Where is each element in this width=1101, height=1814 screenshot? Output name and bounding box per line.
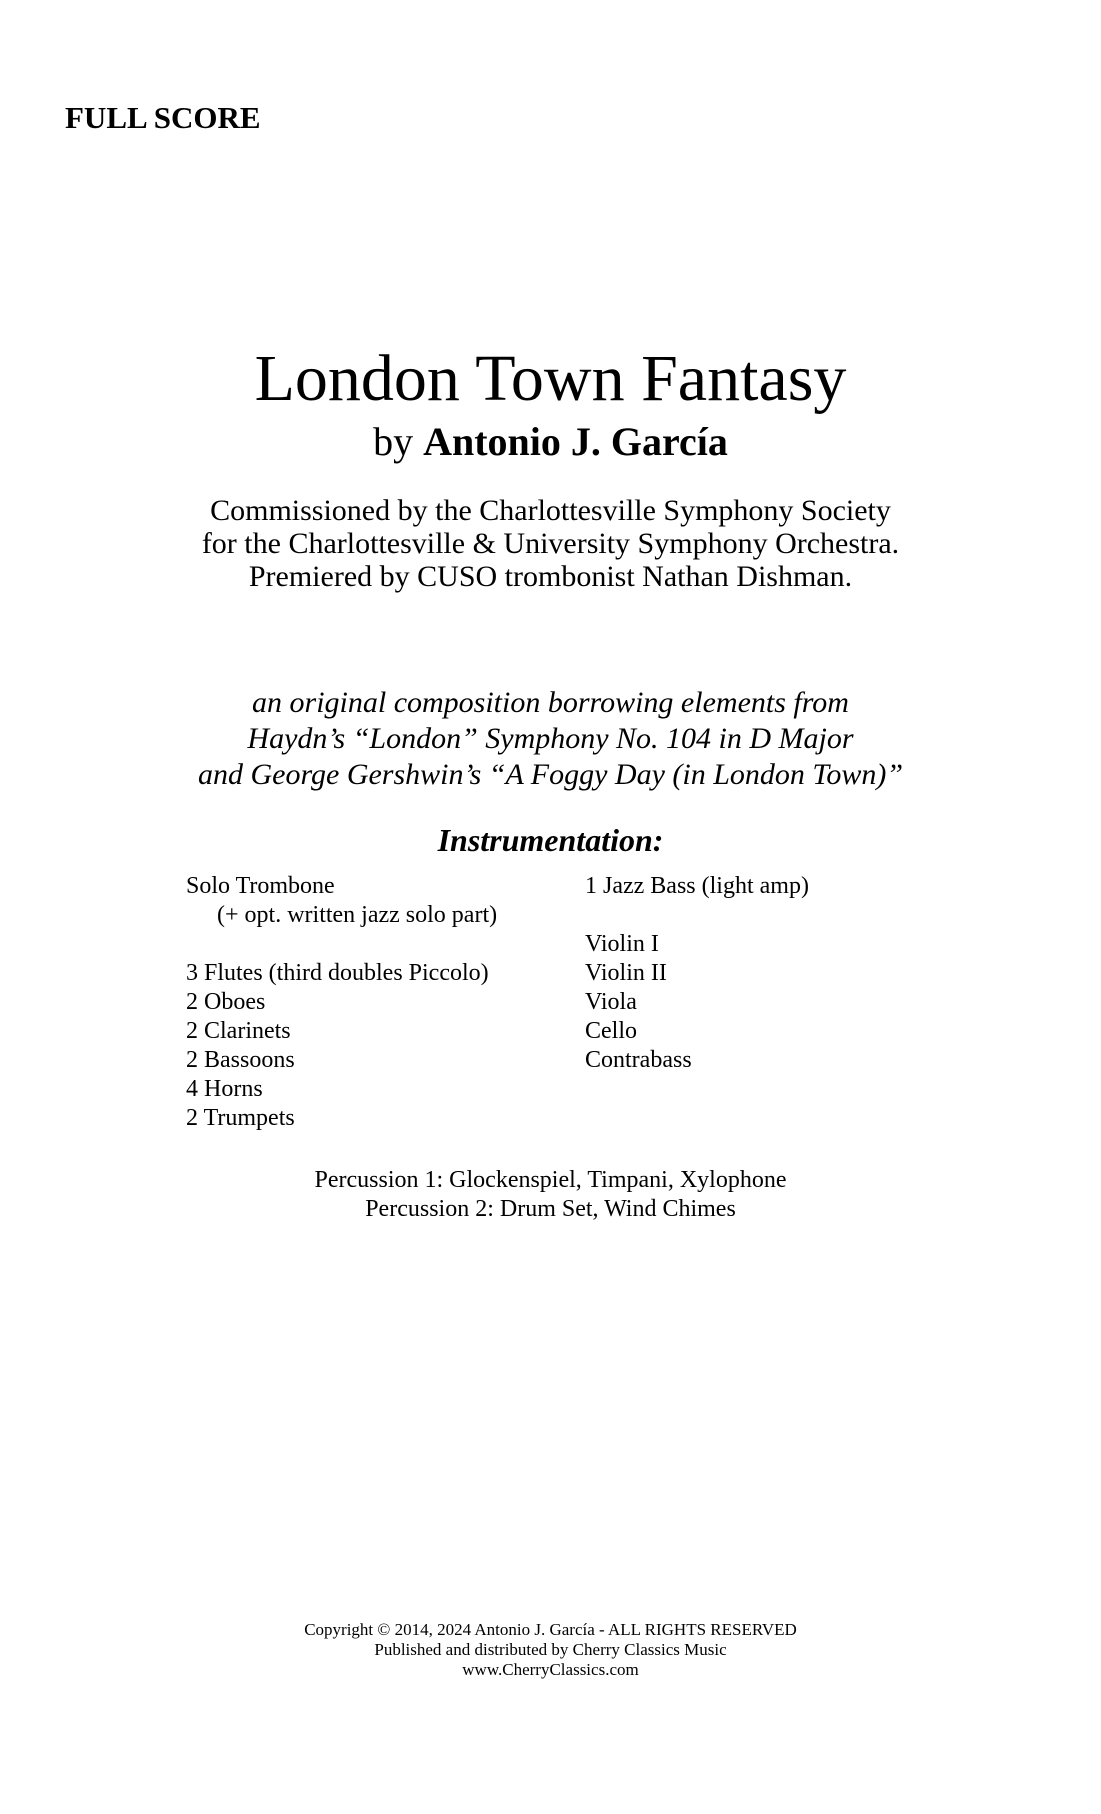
piece-title: London Town Fantasy	[254, 342, 847, 415]
instrument-note: (+ opt. written jazz solo part)	[217, 902, 498, 928]
website-url: www.CherryClassics.com	[462, 1660, 639, 1679]
description-line: an original composition borrowing elements from	[252, 686, 849, 719]
percussion-line: Percussion 2: Drum Set, Wind Chimes	[365, 1196, 736, 1222]
byline-prefix: by	[373, 419, 424, 464]
copyright-footer	[0, 1620, 1101, 1680]
column-spacer	[186, 930, 497, 959]
commission-line: Commissioned by the Charlottesville Symphony Society	[210, 494, 891, 527]
commission-line: Premiered by CUSO trombonist Nathan Dishman.	[248, 560, 853, 593]
instrument-item: Violin I	[585, 931, 659, 957]
commission-note	[0, 494, 1101, 593]
instrument-item: 2 Trumpets	[186, 1105, 295, 1131]
byline	[0, 419, 1101, 464]
instrument-item: 2 Clarinets	[186, 1018, 291, 1044]
instrument-item: 2 Oboes	[186, 989, 266, 1015]
description-line: and George Gershwin’s “A Foggy Day (in London Town)”	[197, 758, 904, 791]
score-label: FULL SCORE	[65, 100, 261, 135]
instrument-item: Cello	[585, 1018, 637, 1044]
composer-name: Antonio J. García	[423, 419, 728, 464]
instrument-item: Viola	[585, 989, 637, 1015]
instrumentation-left-column	[186, 872, 497, 1133]
instrumentation-heading: Instrumentation:	[437, 822, 664, 858]
percussion-list	[0, 1166, 1101, 1224]
composition-description	[0, 685, 1101, 793]
instrument-item: Violin II	[585, 960, 667, 986]
instrument-item: 2 Bassoons	[186, 1047, 295, 1073]
percussion-line: Percussion 1: Glockenspiel, Timpani, Xylophone	[314, 1167, 787, 1193]
instrument-item: 3 Flutes (third doubles Piccolo)	[186, 960, 489, 986]
instrument-item: Contrabass	[585, 1047, 692, 1073]
copyright-notice: Copyright © 2014, 2024 Antonio J. García - ALL RIGHTS RESERVED	[304, 1620, 797, 1639]
instrument-item: 1 Jazz Bass (light amp)	[585, 873, 809, 899]
instrument-item: 4 Horns	[186, 1076, 263, 1102]
commission-line: for the Charlottesville & University Symphony Orchestra.	[201, 527, 900, 560]
description-line: Haydn’s “London” Symphony No. 104 in D Major	[247, 722, 854, 755]
instrument-item: Solo Trombone	[186, 873, 335, 899]
publisher-line: Published and distributed by Cherry Classics Music	[374, 1640, 727, 1659]
instrumentation-right-column	[585, 872, 809, 1075]
column-spacer	[585, 901, 809, 930]
